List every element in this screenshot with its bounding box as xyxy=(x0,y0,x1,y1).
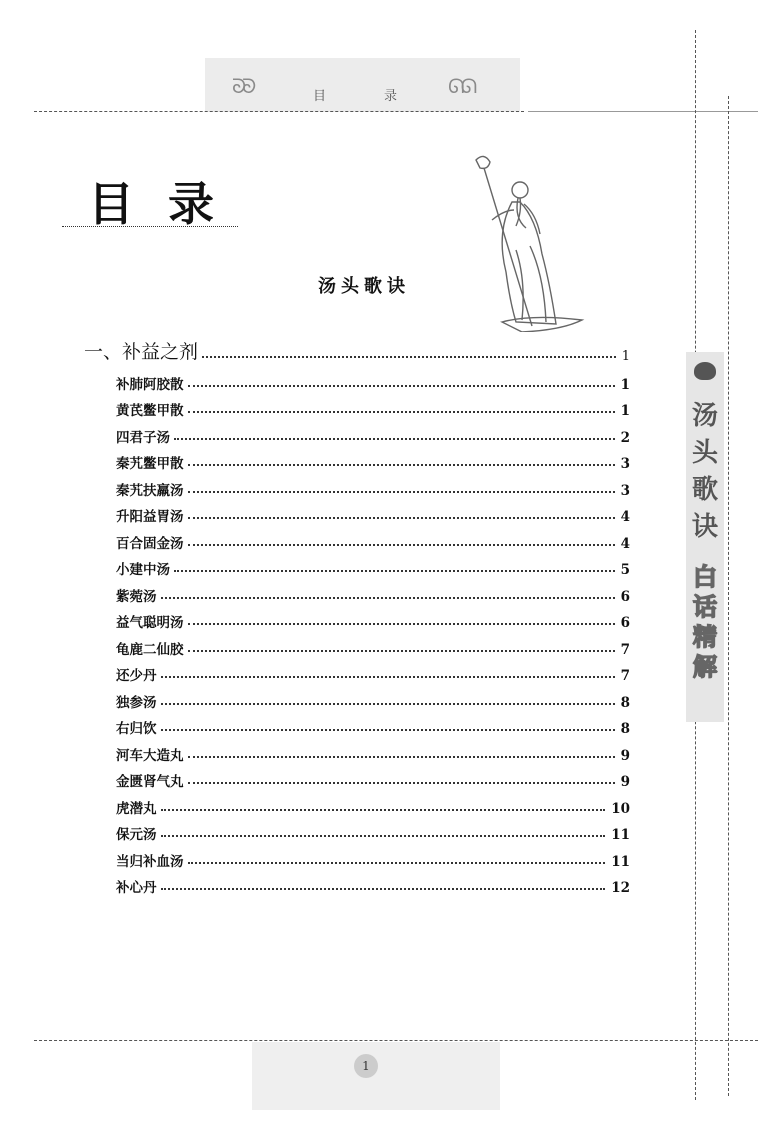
toc-entry[interactable] xyxy=(116,605,630,632)
toc-entry[interactable] xyxy=(116,790,630,817)
toc-entry[interactable] xyxy=(116,446,630,473)
toc-entry[interactable] xyxy=(116,684,630,711)
dot-leader xyxy=(188,385,615,387)
entry-page: 7 xyxy=(620,641,630,658)
entry-label: 金匮肾气丸 xyxy=(116,774,184,790)
entry-page: 10 xyxy=(611,800,630,817)
title-underline xyxy=(62,226,238,227)
cloud-ornament-left-icon: ᘐᘐ xyxy=(232,74,253,98)
toc-entry[interactable] xyxy=(116,737,630,764)
toc-entry[interactable] xyxy=(116,817,630,844)
toc-entries xyxy=(116,366,630,896)
header-char-left: 目 xyxy=(313,89,327,104)
entry-label: 秦艽扶羸汤 xyxy=(116,482,184,499)
cloud-ornament-right-icon: ᘏᘏ xyxy=(448,74,474,98)
footer-rule xyxy=(34,1040,758,1041)
section-label: 一、补益之剂 xyxy=(84,341,199,363)
entry-page: 4 xyxy=(620,535,630,552)
header-rule-right xyxy=(528,111,758,112)
entry-page: 6 xyxy=(620,588,630,605)
footer-dragon-ornament-icon xyxy=(252,1042,500,1110)
entry-label: 黄芪鳖甲散 xyxy=(116,403,184,419)
dot-leader xyxy=(188,411,615,413)
dot-leader xyxy=(188,862,606,864)
page-title: 目录 xyxy=(88,177,248,231)
entry-label: 紫菀汤 xyxy=(116,588,157,605)
book-subtitle: 汤头歌诀 xyxy=(318,276,410,297)
dot-leader xyxy=(188,491,615,493)
entry-label: 当归补血汤 xyxy=(116,853,184,870)
toc-entry[interactable] xyxy=(116,578,630,605)
entry-label: 补肺阿胶散 xyxy=(116,376,184,393)
entry-page: 1 xyxy=(620,376,630,393)
gutter-line-outer xyxy=(728,96,729,1096)
entry-page: 8 xyxy=(620,721,630,737)
dot-leader xyxy=(188,756,615,758)
toc-entry[interactable] xyxy=(116,472,630,499)
entry-label: 益气聪明汤 xyxy=(116,615,184,631)
entry-label: 百合固金汤 xyxy=(116,535,184,552)
spine-subtitle: 白话精解 xyxy=(693,563,717,681)
section-page: 1 xyxy=(621,349,630,364)
dot-leader xyxy=(161,888,606,890)
toc-entry[interactable] xyxy=(116,658,630,685)
entry-page: 5 xyxy=(620,562,630,578)
entry-label: 补心丹 xyxy=(116,880,157,896)
header-rule xyxy=(34,111,524,112)
entry-label: 秦艽鳖甲散 xyxy=(116,456,184,472)
dot-leader xyxy=(188,464,615,466)
entry-label: 独参汤 xyxy=(116,694,157,711)
entry-label: 升阳益胃汤 xyxy=(116,509,184,525)
entry-page: 8 xyxy=(620,694,630,711)
sage-figure-icon xyxy=(462,150,592,332)
toc-entry[interactable] xyxy=(116,552,630,579)
drop-ornament-icon xyxy=(694,362,716,380)
dot-leader xyxy=(161,703,615,705)
entry-page: 3 xyxy=(620,482,630,499)
entry-page: 4 xyxy=(620,509,630,525)
toc-entry[interactable] xyxy=(116,631,630,658)
entry-page: 11 xyxy=(611,853,630,870)
entry-label: 龟鹿二仙胶 xyxy=(116,641,184,658)
entry-label: 河车大造丸 xyxy=(116,747,184,764)
entry-label: 还少丹 xyxy=(116,668,157,684)
dot-leader xyxy=(161,835,606,837)
dot-leader xyxy=(161,729,615,731)
entry-page: 12 xyxy=(611,880,630,896)
entry-page: 1 xyxy=(620,403,630,419)
entry-page: 2 xyxy=(620,429,630,446)
toc-section-heading[interactable] xyxy=(84,338,630,364)
spine-title: 汤头歌诀 xyxy=(691,401,718,542)
dot-leader xyxy=(202,356,616,358)
entry-page: 11 xyxy=(611,827,630,843)
entry-label: 虎潜丸 xyxy=(116,800,157,817)
dot-leader xyxy=(161,809,606,811)
entry-label: 右归饮 xyxy=(116,721,157,737)
dot-leader xyxy=(188,517,615,519)
toc-entry[interactable] xyxy=(116,870,630,897)
page-number: 1 xyxy=(354,1054,378,1078)
toc-entry[interactable] xyxy=(116,711,630,738)
toc-entry[interactable] xyxy=(116,764,630,791)
entry-page: 3 xyxy=(620,456,630,472)
toc-entry[interactable] xyxy=(116,843,630,870)
toc-entry[interactable] xyxy=(116,499,630,526)
entry-page: 6 xyxy=(620,615,630,631)
entry-page: 9 xyxy=(620,774,630,790)
toc-entry[interactable] xyxy=(116,525,630,552)
dot-leader xyxy=(188,782,615,784)
dot-leader xyxy=(161,676,615,678)
toc-entry[interactable] xyxy=(116,393,630,420)
dot-leader xyxy=(161,597,615,599)
dot-leader xyxy=(188,650,615,652)
header-char-right: 录 xyxy=(384,89,398,104)
entry-label: 保元汤 xyxy=(116,827,157,843)
entry-label: 小建中汤 xyxy=(116,562,170,578)
dot-leader xyxy=(174,438,615,440)
entry-label: 四君子汤 xyxy=(116,429,170,446)
entry-page: 9 xyxy=(620,747,630,764)
dot-leader xyxy=(188,544,615,546)
dot-leader xyxy=(174,570,615,572)
toc-entry[interactable] xyxy=(116,366,630,393)
toc-entry[interactable] xyxy=(116,419,630,446)
entry-page: 7 xyxy=(620,668,630,684)
dot-leader xyxy=(188,623,615,625)
